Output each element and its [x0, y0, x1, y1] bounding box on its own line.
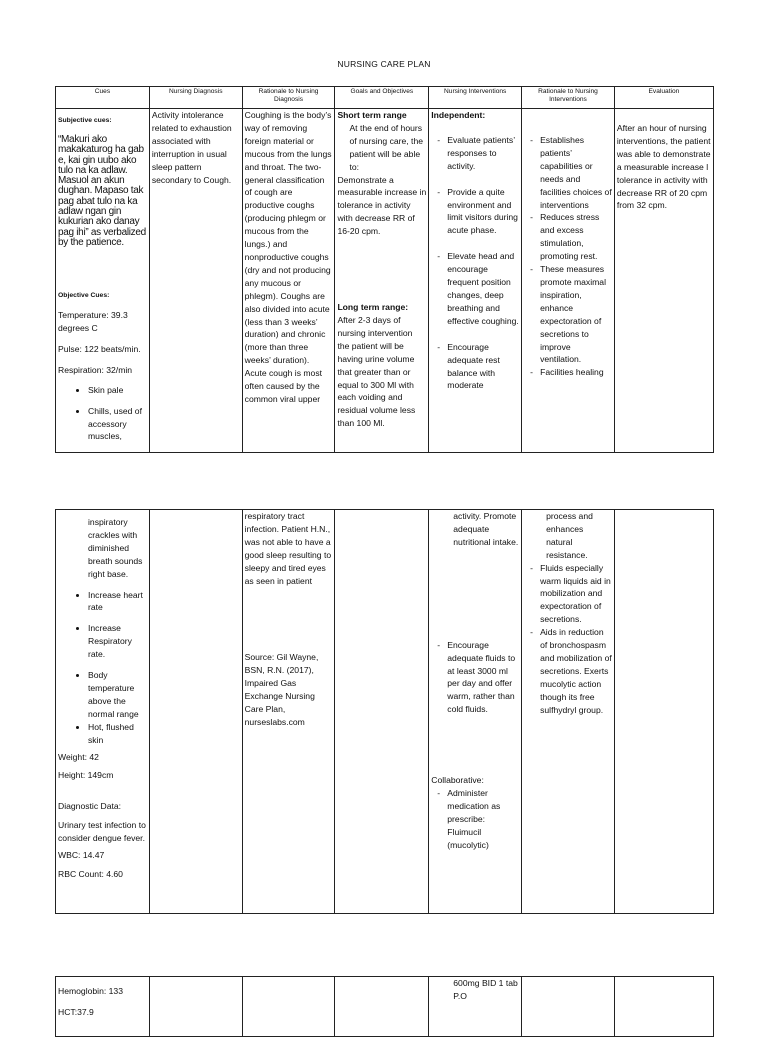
- urinary-text: Urinary test infection to consider dengue fever.: [58, 820, 146, 844]
- cues-cell: [56, 510, 150, 914]
- collaborative-label: Collaborative:: [431, 775, 484, 786]
- list-item: - Aids in reduction of bronchospasm and mobilization of secretions. Exerts mucolytic action though its free sulfhydryl group.: [524, 626, 612, 716]
- evaluation-cell: [614, 510, 713, 914]
- diagnostic-label: Diagnostic Data:: [58, 801, 122, 812]
- hct-text: HCT:37.9: [58, 1006, 94, 1017]
- header-cues: Cues: [56, 87, 150, 109]
- evaluation-text: After an hour of nursing interventions, the patient was able to demonstrate a measurable increase l tolerance in activity with decrease RR of 20 cpm from 32 cpm.: [616, 123, 711, 211]
- rbc-text: RBC Count: 4.60: [58, 868, 123, 879]
- goals-cell: [335, 510, 429, 914]
- list-item: • Body temperature above the normal range: [88, 669, 147, 721]
- respiration-text: Respiration: 32/min: [58, 364, 133, 375]
- evaluation-cell: [614, 977, 713, 1037]
- list-item: - Reduces stress and excess stimulation, promoting rest.: [524, 211, 612, 263]
- header-rationale-interventions: Rationale to Nursing Interventions: [522, 87, 615, 109]
- short-term-text: Demonstrate a measurable increase in tolerance in activity with decrease RR of 16-20 cpm.: [337, 174, 427, 237]
- temperature-text: Temperature: 39.3 degrees C: [58, 310, 128, 333]
- goals-cell: [335, 977, 429, 1037]
- header-interventions: Nursing Interventions: [429, 87, 522, 109]
- rationale-text: Coughing is the body’s way of removing foreign material or mucous from the lungs and throat. The two-general classification of cough are productive coughs (producing phlegm or mucous from the lungs.) and nonproductive coughs (dry and not producing any mucous or phlegm). Coughs are also divided into acute (less than 3 weeks’ duration) and chronic (more than three weeks’ duration). Acute cough is most often caused by the common viral upper: [244, 110, 332, 404]
- diagnosis-cell: [149, 977, 242, 1037]
- list-item: - These measures promote maximal inspiration, enhance expectoration of secretions to improve ventilation.: [524, 263, 612, 366]
- list-item: - Fluids especially warm liquids aid in mobilization and expectoration of secretions.: [524, 562, 612, 627]
- table-row: [56, 977, 714, 1037]
- rationale-interventions-cell: [522, 977, 615, 1037]
- list-item: • Increase Respiratory rate.: [88, 622, 147, 661]
- evaluation-cell: [614, 109, 713, 453]
- list-item: - Evaluate patients’ responses to activity.: [431, 134, 519, 173]
- list-item: - Facilities healing: [524, 366, 612, 379]
- page-title: NURSING CARE PLAN: [337, 59, 431, 69]
- list-item: - Elevate head and encourage frequent position changes, deep breathing and effective coughing.: [431, 250, 519, 327]
- list-item: • Increase heart rate: [88, 589, 147, 615]
- header-evaluation: Evaluation: [614, 87, 713, 109]
- list-item: - Encourage adequate fluids to at least 3000 ml per day and offer warm, rather than cold fluids.: [431, 639, 519, 716]
- dose-text: 600mg BID 1 tab P.O: [453, 978, 518, 1001]
- hemoglobin-text: Hemoglobin: 133: [58, 986, 123, 996]
- pulse-text: Pulse: 122 beats/min.: [58, 343, 141, 354]
- interventions-cell: [429, 510, 522, 914]
- list-item: inspiratory crackles with diminished breath sounds right base.: [88, 517, 143, 579]
- header-rationale-diagnosis: Rationale to Nursing Diagnosis: [242, 87, 335, 109]
- intervention-text: activity. Promote adequate nutritional intake.: [453, 511, 519, 547]
- interventions-cell: [429, 977, 522, 1037]
- long-term-label: Long term range:: [337, 302, 409, 313]
- independent-label: Independent:: [431, 110, 486, 120]
- weight-text: Weight: 42: [58, 751, 99, 762]
- rationale-text: respiratory tract infection. Patient H.N., was not able to have a good sleep resulting to sleepy and tired eyes as seen in patient: [244, 511, 332, 586]
- list-item: • Chills, used of accessory muscles,: [88, 405, 147, 444]
- interventions-cell: [429, 109, 522, 453]
- list-item: - Administer medication as prescribe: Fluimucil (mucolytic): [431, 787, 519, 852]
- list-item: - Establishes patients’ capabilities or needs and facilities choices of interventions: [524, 134, 612, 211]
- source-text: Source: Gil Wayne, BSN, R.N. (2017), Impaired Gas Exchange Nursing Care Plan, nurseslabs.com: [244, 652, 319, 727]
- diagnosis-text: Activity intolerance related to exhaustion associated with interruption in usual sleep pattern secondary to Cough.: [151, 110, 232, 185]
- objective-label: Objective Cues:: [58, 292, 110, 300]
- cues-cell: [56, 977, 150, 1037]
- list-item: • Hot, flushed skin: [88, 721, 147, 747]
- diagnosis-cell: [149, 109, 242, 453]
- diagnosis-cell: [149, 510, 242, 914]
- wbc-text: WBC: 14.47: [58, 850, 105, 861]
- care-plan-table-page-1: [55, 86, 714, 453]
- cues-cell: [56, 109, 150, 453]
- height-text: Height: 149cm: [58, 770, 114, 781]
- rationale-interventions-cell: [522, 109, 615, 453]
- table-row: [56, 510, 714, 914]
- list-item: • Skin pale: [88, 384, 147, 397]
- long-term-text: After 2-3 days of nursing intervention the patient will be having urine volume that greater than or equal to 300 Ml with each voiding and residual volume less than 100 Ml.: [337, 314, 416, 429]
- goals-cell: [335, 109, 429, 453]
- rationale-interventions-cell: [522, 510, 615, 914]
- subjective-quote: “Makuri ako makakaturog ha gab e, kai gin uubo ako tulo na ka adlaw. Masuol an akun dughan. Mapaso tak pag abat tulo na ka adlaw ngan gin kukurian ako danay pag ihi” as verbalized by the patience.: [58, 133, 146, 248]
- rationale-text: process and enhances natural resistance.: [546, 511, 593, 560]
- subjective-label: Subjective cues:: [58, 117, 112, 124]
- list-item: - Provide a quite environment and limit visitors during acute phase.: [431, 186, 519, 238]
- rationale-cell: [242, 510, 335, 914]
- list-item: - Encourage adequate rest balance with moderate: [431, 341, 519, 393]
- rationale-cell: [242, 109, 335, 453]
- care-plan-table-page-2: [55, 509, 714, 914]
- short-term-label: Short term range: [337, 110, 407, 120]
- header-goals: Goals and Objectives: [335, 87, 429, 109]
- header-row: [56, 87, 714, 109]
- header-nursing-diagnosis: Nursing Diagnosis: [149, 87, 242, 109]
- short-term-intro: At the end of hours of nursing care, the patient will be able to:: [349, 122, 424, 172]
- care-plan-table-page-3: [55, 976, 714, 1037]
- rationale-cell: [242, 977, 335, 1037]
- table-row: [56, 109, 714, 453]
